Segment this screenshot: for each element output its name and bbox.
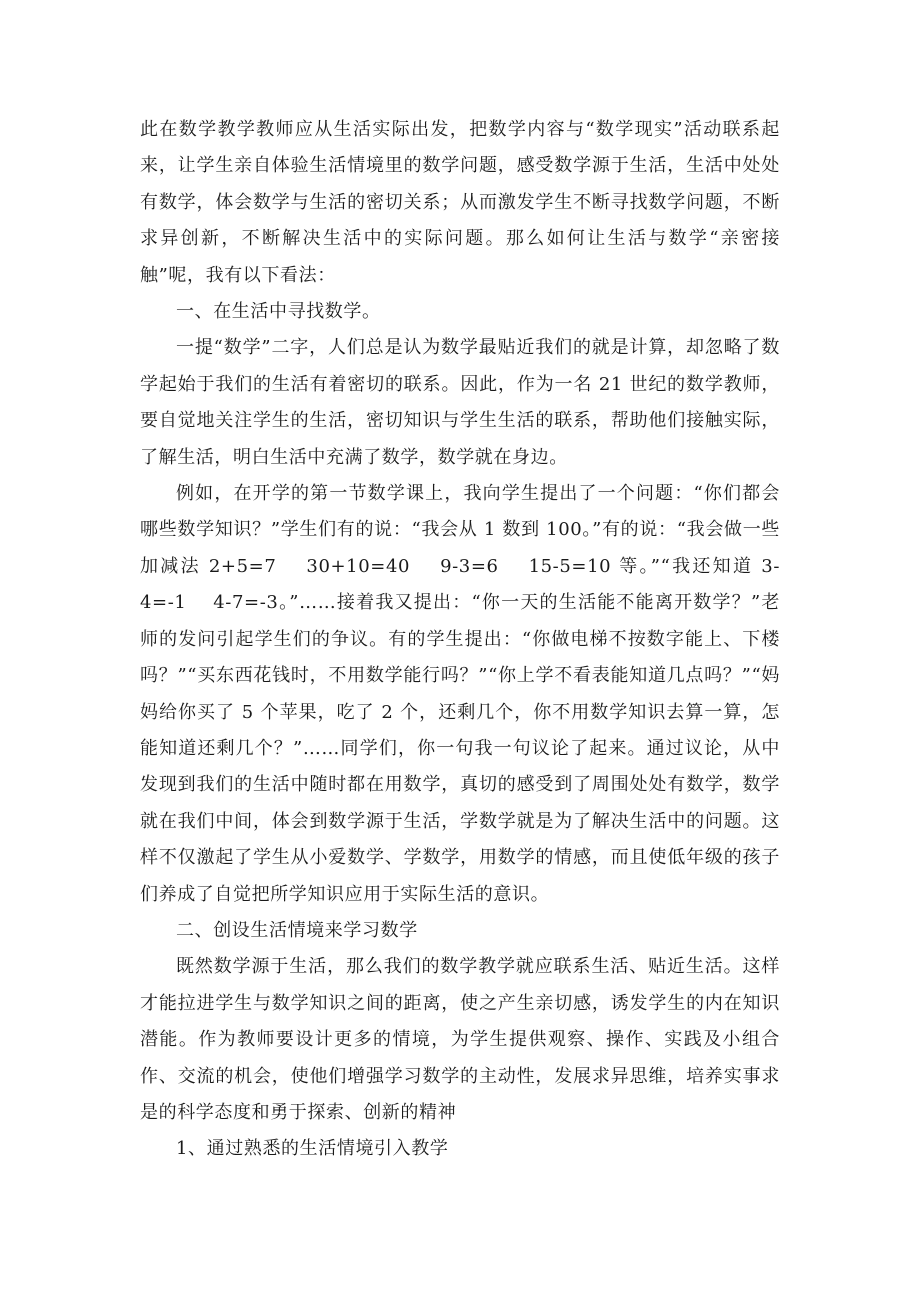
body-paragraph-2: 例如，在开学的第一节数学课上，我向学生提出了一个问题：“你们都会哪些数学知识？”学生们有的说：“我会从 1 数到 100。”有的说：“我会做一些加减法 2+5=7 30+10=40 9-3=6 15-5=10 等。”“我还知道 3-4=-1 4-7=-3。”……接着我又提出：“你一天的生活能不能离开数学？”老师的发问引起学生们的争议。有的学生提出：“你做电梯不按数字能上、下楼吗？”“买东西花钱时，不用数学能行吗？”“你上学不看表能知道几点吗？”“妈妈给你买了 5 个苹果，吃了 2 个，还剩几个，你不用数学知识去算一算，怎能知道还剩几个？”……同学们，你一句我一句议论了起来。通过议论，从中发现到我们的生活中随时都在用数学，真切的感受到了周围处处有数学，数学就在我们中间，体会到数学源于生活，学数学就是为了解决生活中的问题。这样不仅激起了学生从小爱数学、学数学，用数学的情感，而且使低年级的孩子们养成了自觉把所学知识应用于实际生活的意识。 (140, 483, 780, 905)
body-paragraph-3: 既然数学源于生活，那么我们的数学教学就应联系生活、贴近生活。这样才能拉进学生与数学知识之间的距离，使之产生亲切感，诱发学生的内在知识潜能。作为教师要设计更多的情境，为学生提供观察、操作、实践及小组合作、交流的机会，使他们增强学习数学的主动性，发展求异思维，培养实事求是的科学态度和勇于探索、创新的精神 (140, 956, 780, 1123)
intro-paragraph: 此在数学教学教师应从生活实际出发，把数学内容与“数学现实”活动联系起来，让学生亲自体验生活情境里的数学问题，感受数学源于生活，生活中处处有数学，体会数学与生活的密切关系；从而激发学生不断寻找数学问题，不断求异创新，不断解决生活中的实际问题。那么如何让生活与数学“亲密接触”呢，我有以下看法： (140, 119, 780, 286)
section-heading-2: 二、创设生活情境来学习数学 (176, 919, 418, 941)
body-paragraph-1: 一提“数学”二字，人们总是认为数学最贴近我们的就是计算，却忽略了数学起始于我们的生活有着密切的联系。因此，作为一名 21 世纪的数学教师，要自觉地关注学生的生活，密切知识与学生生活的联系，帮助他们接触实际，了解生活，明白生活中充满了数学，数学就在身边。 (140, 337, 780, 468)
subsection-heading-1: 1、通过熟悉的生活情境引入教学 (176, 1138, 449, 1160)
document-body (140, 112, 780, 1168)
section-heading-1: 一、在生活中寻找数学。 (176, 301, 381, 323)
